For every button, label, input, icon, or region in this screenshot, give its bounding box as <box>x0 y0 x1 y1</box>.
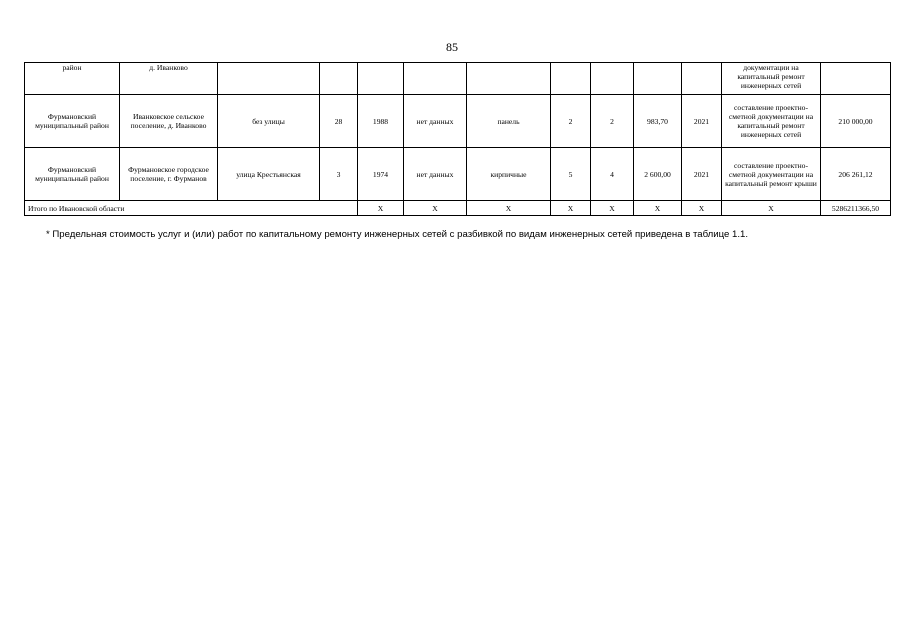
page-number: 85 <box>446 40 458 54</box>
cell-settlement: Фурмановское городское поселение, г. Фурманов <box>120 148 218 201</box>
table-row <box>25 148 891 201</box>
total-cell: X <box>682 201 722 216</box>
total-cell: X <box>467 201 551 216</box>
cell-cost: 206 261,12 <box>821 148 891 201</box>
cell-house: 28 <box>320 95 358 148</box>
total-cell: X <box>722 201 821 216</box>
total-row <box>25 201 891 216</box>
cell-street <box>218 63 320 95</box>
cell-year <box>358 63 404 95</box>
cell-work-type: составление проектно-сметной документации на капитальный ремонт инженерных сетей <box>722 95 821 148</box>
cell-house <box>320 63 358 95</box>
cell-plan-year: 2021 <box>682 95 722 148</box>
cell-plan-year: 2021 <box>682 148 722 201</box>
data-table <box>24 62 891 216</box>
total-cell: X <box>358 201 404 216</box>
cell-floors: 5 <box>551 148 591 201</box>
table-row <box>25 63 891 95</box>
cell-district: Фурмановский муниципальный район <box>25 148 120 201</box>
cell-district: район <box>25 63 120 95</box>
cell-floors <box>551 63 591 95</box>
cell-data-status <box>404 63 467 95</box>
cell-floors: 2 <box>551 95 591 148</box>
cell-entrances: 2 <box>591 95 634 148</box>
table-row <box>25 95 891 148</box>
cell-plan-year <box>682 63 722 95</box>
cell-cost <box>821 63 891 95</box>
total-cell: X <box>404 201 467 216</box>
cell-settlement: д. Иванково <box>120 63 218 95</box>
cell-district: Фурмановский муниципальный район <box>25 95 120 148</box>
total-cell: X <box>551 201 591 216</box>
cell-area: 983,70 <box>634 95 682 148</box>
cell-year: 1988 <box>358 95 404 148</box>
cell-area <box>634 63 682 95</box>
cell-work-type: составление проектно-сметной документации на капитальный ремонт крыши <box>722 148 821 201</box>
cell-area: 2 600,00 <box>634 148 682 201</box>
cell-year: 1974 <box>358 148 404 201</box>
cell-material: панель <box>467 95 551 148</box>
cell-street: улица Крестьянская <box>218 148 320 201</box>
total-cell: X <box>591 201 634 216</box>
cell-data-status: нет данных <box>404 95 467 148</box>
total-label: Итого по Ивановской области <box>25 201 358 216</box>
total-cost: 5286211366,50 <box>821 201 891 216</box>
cell-house: 3 <box>320 148 358 201</box>
cell-street: без улицы <box>218 95 320 148</box>
footnote: * Предельная стоимость услуг и (или) работ по капитальному ремонту инженерных сетей с разбивкой по видам инженерных сетей приведена в таблице 1.1. <box>46 229 748 240</box>
cell-material <box>467 63 551 95</box>
cell-entrances <box>591 63 634 95</box>
cell-settlement: Иванковское сельское поселение, д. Иванково <box>120 95 218 148</box>
cell-entrances: 4 <box>591 148 634 201</box>
cell-work-type: документации на капитальный ремонт инженерных сетей <box>722 63 821 95</box>
total-cell: X <box>634 201 682 216</box>
cell-material: кирпичные <box>467 148 551 201</box>
cell-cost: 210 000,00 <box>821 95 891 148</box>
cell-data-status: нет данных <box>404 148 467 201</box>
